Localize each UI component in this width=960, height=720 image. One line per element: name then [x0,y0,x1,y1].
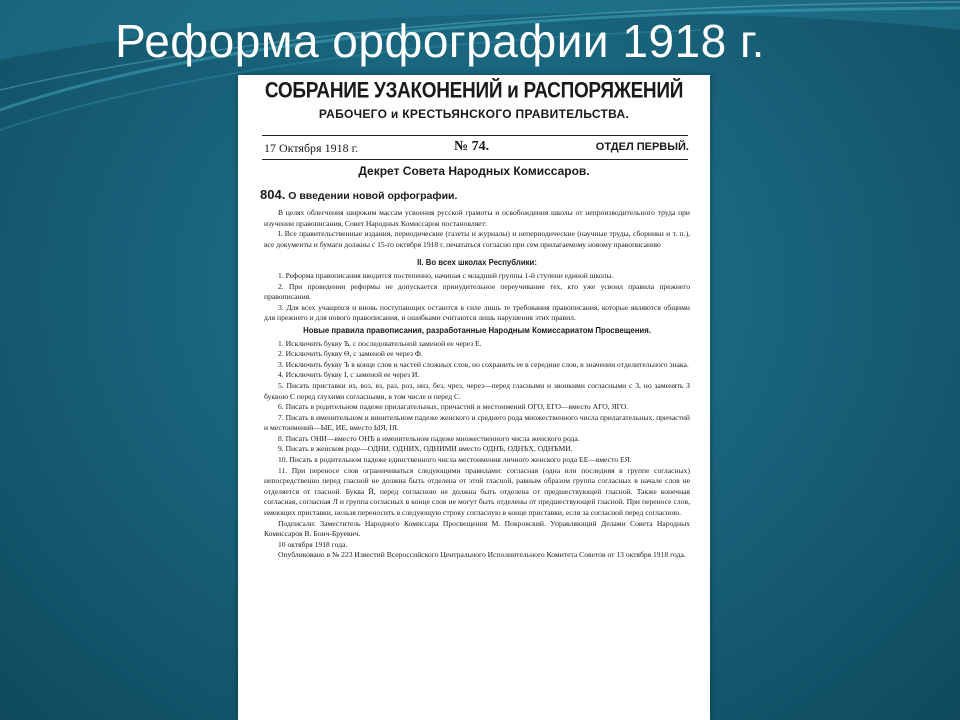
dateline [264,139,689,159]
publication-note: Опубликовано в № 223 Известий Всероссийского Центрального Исполнительного Комитета Советов от 13 октября 1918 года. [278,550,686,560]
issue-number: № 74. [454,139,490,154]
divider [262,135,688,136]
department-label: ОТДЕЛ ПЕРВЫЙ. [595,141,689,153]
decree-body [264,208,690,561]
divider [262,159,688,160]
signing-date: 10 октября 1918 года. [278,539,348,549]
rule-item: 8. Писать ОНИ—вместо ОНѢ в именительном падеже множественного числа женского рода. [278,433,580,443]
rules-heading: Новые правила правописания, разработанные Народным Комиссариатом Просвещения. [303,325,651,335]
section-number: 804. [260,187,286,202]
paragraph: 2. При проведении реформы не допускается принудительное переучивание тех, кто уже усвоил правила прежнего правописания. [264,281,690,302]
rule-item: 4. Исключить букву І, с заменой ее через И. [278,370,420,380]
paragraph: 1. Реформа правописания вводится постепенно, начиная с младшей группы 1-й ступени единой школы. [278,270,614,280]
rule-item: 6. Писать в родительном падеже прилагательных, причастий и местоимений ОГО, ЕГО—вместо АГО, ЯГО. [278,402,629,412]
masthead-subtitle: РАБОЧЕГО и КРЕСТЬЯНСКОГО ПРАВИТЕЛЬСТВА. [318,107,630,121]
decree-document-scan [238,75,710,720]
rule-item: 3. Исключить букву Ъ в конце слов и частей сложных слов, но сохранить ее в середине слов, в значении отделительного знака. [278,359,689,369]
masthead: СОБРАНИЕ УЗАКОНЕНИЙ и РАСПОРЯЖЕНИЙ [264,79,684,104]
section-title: О введении новой орфографии. [288,190,458,202]
paragraph: I. Все правительственные издания, периодические (газеты и журналы) и непериодические (научные труды, сборники и т. п.), все документы и бумаги должны с 15-го октября 1918 г. печататься согласно при сем прилагаемому новому правописанию [264,229,690,249]
rule-item: 9. Писать в женском роде—ОДНИ, ОДНИХ, ОДНИМИ вместо ОДНѢ, ОДНѢХ, ОДНѢМИ. [278,444,573,454]
paragraph: II. Во всех школах Республики: [417,258,537,268]
rule-item: 5. Писать приставки из, воз, вз, раз, роз, низ, без, чрез, через—перед гласными и звонкими согласными с З, но заменять З буквою С перед глухими согласными, в том числе и перед С. [264,380,690,401]
rule-item: 2. Исключить букву Ѳ, с заменой ее через Ф. [278,349,423,359]
paragraph: 3. Для всех учащихся и вновь поступающих остаются в силе лишь те требования правописания, которые являются общими для прежнего и для нового правописания, и ошибками считаются лишь нарушения этих правил. [264,302,690,323]
slide-title: Реформа орфографии 1918 г. [115,15,765,67]
signatures: Подписали: Заместитель Народного Комиссара Просвещения М. Покровский. Управляющий Делами Совета Народных Комиссаров В. Бонч-Бруевич. [264,518,690,539]
rule-item: 10. Писать в родительном падеже единственного числа местоимения личного женского рода ЕЕ—вместо ЕЯ. [278,455,632,465]
issue-date: 17 Октября 1918 г. [264,141,359,155]
rule-item: 1. Исключить букву Ѣ, с последовательной заменой ее через Е. [278,338,482,348]
paragraph: В целях облегчения широким массам усвоения русской грамоты и освобождения школы от непроизводительного труда при изучении правописания, Совет Народных Комиссаров постановляет: [264,208,690,228]
section-heading [260,187,700,202]
rule-item: 7. Писать в именительном и винительном падеже женского и среднего рода множественного числа прилагательных, причастий и местоимений—ЫЕ, ИЕ, вместо ЫЯ, ІЯ. [264,412,690,433]
rule-item: 11. При переносе слов ограничиваться следующими правилами: согласная (одна или последняя в группе согласных) непосредственно перед гласной не должна быть отделена от этой гласной, равным образом группа согласных в начале слов не отделяется от гласной. Буква Й, перед согласною не должна быть отделена от предшествующей гласной. Также конечная согласная, согласная Л и группа согласных в конце слов не могут быть отделены от предшествующей гласной. При переносе слов, имеющих приставки, нельзя переносить в следующую строку согласную в конце приставки, если за согласной перед согласною. [264,465,690,518]
decree-heading: Декрет Совета Народных Комиссаров. [358,164,590,178]
